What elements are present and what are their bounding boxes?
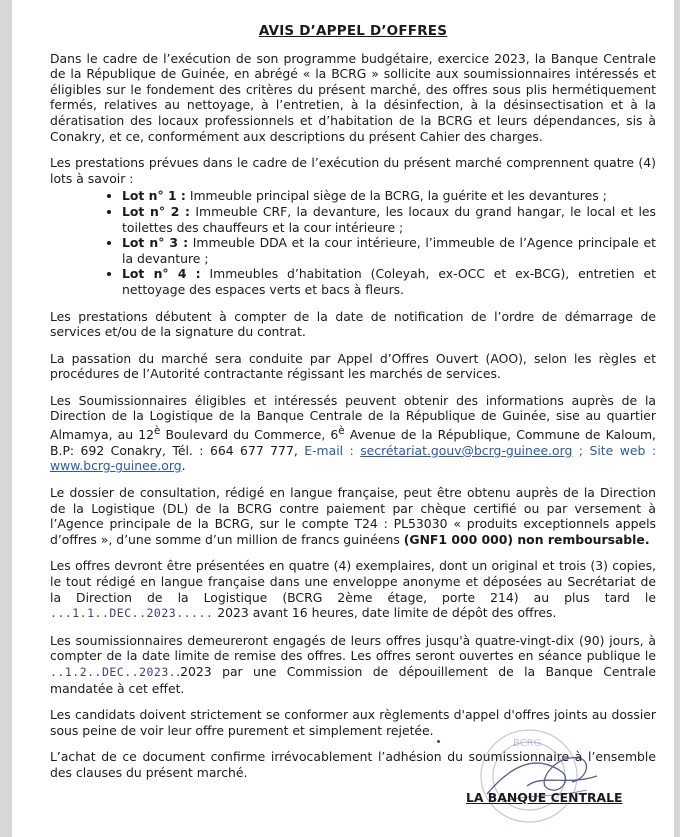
lot-description: Immeuble principal siège de la BCRG, la guérite et les devantures ; — [185, 188, 607, 204]
contact-text: . — [181, 458, 186, 474]
dossier-paragraph — [50, 485, 656, 547]
contact-paragraph — [50, 393, 656, 474]
contact-text: Les Soumissionnaires éligibles et intéressés peuvent obtenir des informations auprès de la Direction de la Logistique de la Banque Centrale de la République de Guinée, sise au quartier Almamya, au 12 — [50, 392, 656, 443]
contact-text: Avenue de la République, Commune de Kaloum, B.P: 692 Conakry, Tél. : 664 677 777, — [50, 427, 656, 458]
contact-text: Boulevard du Commerce, 6 — [160, 427, 339, 443]
website-link[interactable]: www.bcrg-guinee.org — [50, 458, 182, 474]
lots-intro-paragraph: Les prestations prévues dans le cadre de l’exécution du présent marché comprennent quatre (4) lots à savoir : — [50, 155, 656, 186]
lot-description: Immeuble DDA et la cour intérieure, l’immeuble de l’Agence principale et la devanture ; — [122, 235, 656, 266]
lot-description: Immeubles d’habitation (Coleyah, ex-OCC et ex-BCG), entretien et nettoyage des espaces verts et bacs à fleurs. — [122, 266, 656, 297]
dossier-text: Le dossier de consultation, rédigé en langue française, peut être obtenu auprès de la Direction de la Logistique (DL) de la BCRG contre paiement par chèque certifié ou par versement à l’Agence principale de la BCRG, sur le compte T24 : PL53030 « produits exceptionnels appels d’offres », d’une somme d’un million de francs guinéens — [50, 484, 656, 547]
handwritten-opening-date: ..1.2..DEC..2023. — [50, 664, 177, 679]
document-page — [12, 0, 674, 837]
list-item-lot-3 — [122, 235, 656, 266]
lot-label: Lot n° 3 : — [122, 235, 189, 251]
stamp-text: BCRG — [513, 738, 542, 749]
handwritten-deadline-date: ...1.1..DEC..2023..... — [50, 606, 214, 621]
submission-paragraph — [50, 558, 656, 621]
intro-paragraph: Dans le cadre de l’exécution de son programme budgétaire, exercice 2023, la Banque Centrale de la République de Guinée, en abrégé « la BCRG » sollicite aux soumissionnaires intéressés et éligibles sur le fondement des critères du présent marché, des offres sous plis hermétiquement fermés, relatives au nettoyage, à l’entretien, à la désinfection, à la désinsectisation et à la dératisation des locaux professionnels et d’habitation de la BCRG et leurs dépendances, sis à Conakry, et ce, conformément aux descriptions du présent Cahier des charges. — [50, 50, 656, 144]
validity-paragraph — [50, 633, 656, 696]
acceptance-paragraph: L’achat de ce document confirme irrévocablement l’adhésion du soumissionnaire à l’ensemble des clauses du présent marché. — [50, 749, 656, 780]
compliance-paragraph: Les candidats doivent strictement se conformer aux règlements d'appel d'offres joints au dossier sous peine de voir leur offre purement et simplement rejetée. — [50, 707, 656, 738]
official-stamp-and-signature — [467, 724, 617, 824]
list-item-lot-1 — [122, 188, 656, 204]
submission-text: 2023 avant 16 heures, date limite de dépôt des offres. — [213, 605, 557, 621]
website-label: ; Site web : — [572, 442, 656, 458]
start-paragraph: Les prestations débutent à compter de la date de notification de l’ordre de démarrage de services et/ou de la signature du contrat. — [50, 308, 656, 340]
submission-text: Les offres devront être présentées en quatre (4) exemplaires, dont un original et trois (3) copies, le tout rédigé en langue française dans une enveloppe anonyme et déposées au Secrétariat de la Direction de la Logistique (BCRG 2ème étage, porte 214) au plus tard le — [50, 558, 656, 605]
lot-label: Lot n° 4 : — [122, 266, 201, 282]
signature-label: LA BANQUE CENTRALE — [466, 790, 623, 805]
list-item-lot-4 — [122, 266, 656, 297]
ink-dot — [437, 740, 440, 743]
validity-text: Les soumissionnaires demeureront engagés de leurs offres jusqu'à quatre-vingt-dix (90) jours, à compter de la date limite de remise des offres. Les offres seront ouvertes en séance publique le — [50, 632, 656, 664]
procurement-paragraph: La passation du marché sera conduite par Appel d’Offres Ouvert (AOO), selon les règles et procédures de l’Autorité contractante régissant les marchés de services. — [50, 350, 656, 382]
lot-description: Immeuble CRF, la devanture, les locaux du grand hangar, le local et les toilettes des chauffeurs et la cour intérieure ; — [122, 203, 657, 235]
email-label: E-mail : — [304, 442, 361, 458]
fee-amount: (GNF1 000 000) non remboursable. — [403, 531, 650, 547]
validity-text: .2023 par une Commission de dépouillement de la Banque Centrale mandatée à cet effet. — [50, 663, 656, 696]
lots-list — [50, 188, 656, 297]
lot-label: Lot n° 1 : — [122, 188, 186, 204]
list-item-lot-2 — [122, 204, 656, 235]
superscript: è — [153, 425, 161, 438]
email-link[interactable]: secrétariat.gouv@bcrg-guinee.org — [360, 442, 573, 458]
superscript: è — [338, 425, 345, 438]
page-title: AVIS D’APPEL D’OFFRES — [258, 23, 448, 39]
lot-label: Lot n° 2 : — [122, 203, 191, 219]
document-content — [50, 24, 656, 791]
